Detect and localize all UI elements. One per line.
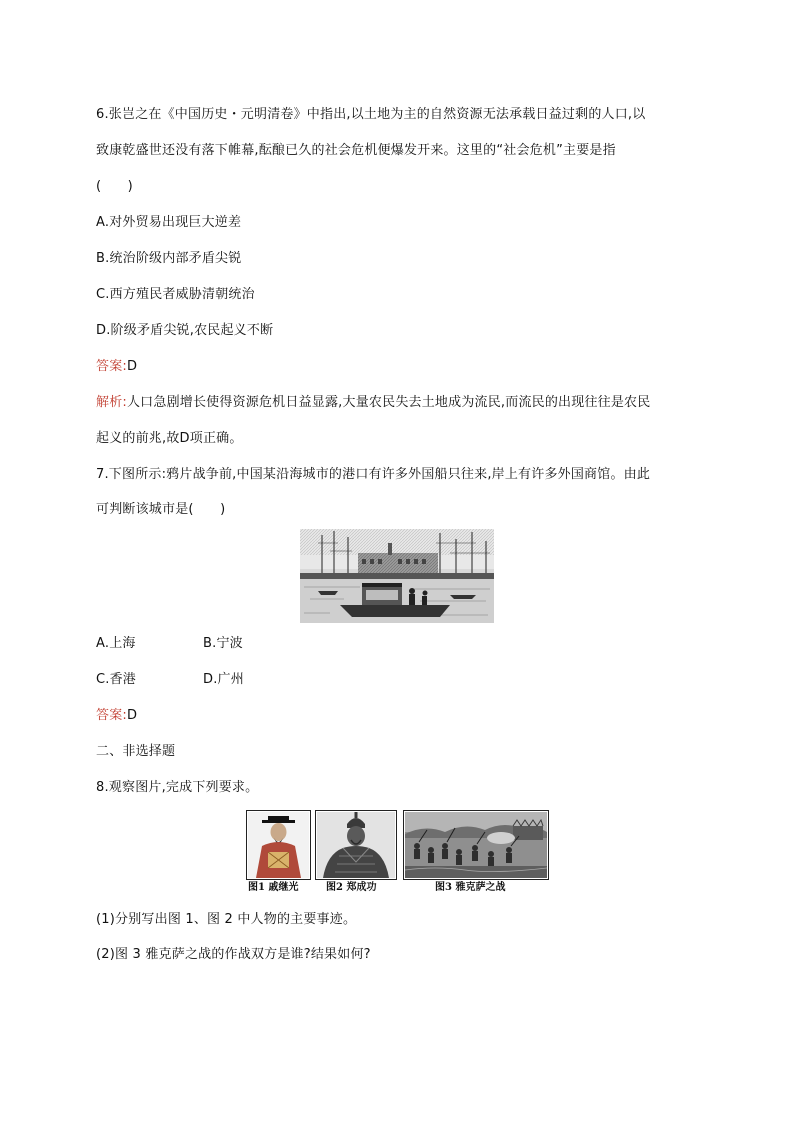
q6-analysis-label: 解析: <box>96 395 127 410</box>
q8-sub-question-2: (2)图 3 雅克萨之战的作战双方是谁?结果如何? <box>96 947 371 962</box>
q7-option-d: D.广州 <box>203 672 244 687</box>
q6-option-a: A.对外贸易出现巨大逆差 <box>96 215 242 230</box>
q7-stem-line-1: 7.下图所示:鸦片战争前,中国某沿海城市的港口有许多外国船只往来,岸上有许多外国商馆。由此 <box>96 467 651 482</box>
q6-analysis-line-2: 起义的前兆,故D项正确。 <box>96 431 243 446</box>
q6-option-d: D.阶级矛盾尖锐,农民起义不断 <box>96 323 274 338</box>
q7-answer-label: 答案: <box>96 708 127 723</box>
q7-option-a: A.上海 <box>96 636 136 651</box>
q6-answer <box>96 358 137 376</box>
q6-stem-line-2: 致康乾盛世还没有落下帷幕,酝酿已久的社会危机便爆发开来。这里的“社会危机”主要是指 <box>96 143 616 158</box>
q6-analysis-text-1: 人口急剧增长使得资源危机日益显露,大量农民失去土地成为流民,而流民的出现往往是农民 <box>126 395 651 410</box>
q6-stem-line-1: 6.张岂之在《中国历史・元明清卷》中指出,以土地为主的自然资源无法承载日益过剩的人口,以 <box>96 107 646 122</box>
statue-zheng-chenggong-icon <box>317 812 395 878</box>
figure-caption-1: 图1 戚继光 <box>248 882 299 893</box>
portrait-qi-jiguang-icon <box>248 812 309 878</box>
q7-option-c: C.香港 <box>96 672 137 687</box>
statue-frame <box>315 810 397 880</box>
q7-answer-value: D <box>126 708 138 723</box>
section-title: 二、非选择题 <box>96 744 176 759</box>
q7-option-b: B.宁波 <box>203 636 243 651</box>
battle-yaksa-icon <box>405 812 547 878</box>
q7-stem-line-2: 可判断该城市是( ) <box>96 502 226 517</box>
q8-stem: 8.观察图片,完成下列要求。 <box>96 780 259 795</box>
q6-answer-value: D <box>126 359 138 374</box>
figure-caption-2: 图2 郑成功 <box>326 882 377 893</box>
q6-option-c: C.西方殖民者威胁清朝统治 <box>96 287 255 302</box>
portrait-frame <box>246 810 311 880</box>
q8-sub-question-1: (1)分别写出图 1、图 2 中人物的主要事迹。 <box>96 912 357 927</box>
q6-answer-bracket: ( ) <box>96 179 133 194</box>
figure-caption-3: 图3 雅克萨之战 <box>435 882 506 893</box>
battle-frame <box>403 810 549 880</box>
q6-option-b: B.统治阶级内部矛盾尖锐 <box>96 251 242 266</box>
q6-analysis-line-1 <box>96 394 650 412</box>
harbor-engraving-icon <box>300 529 494 623</box>
q7-answer <box>96 707 137 725</box>
q6-answer-label: 答案: <box>96 359 127 374</box>
